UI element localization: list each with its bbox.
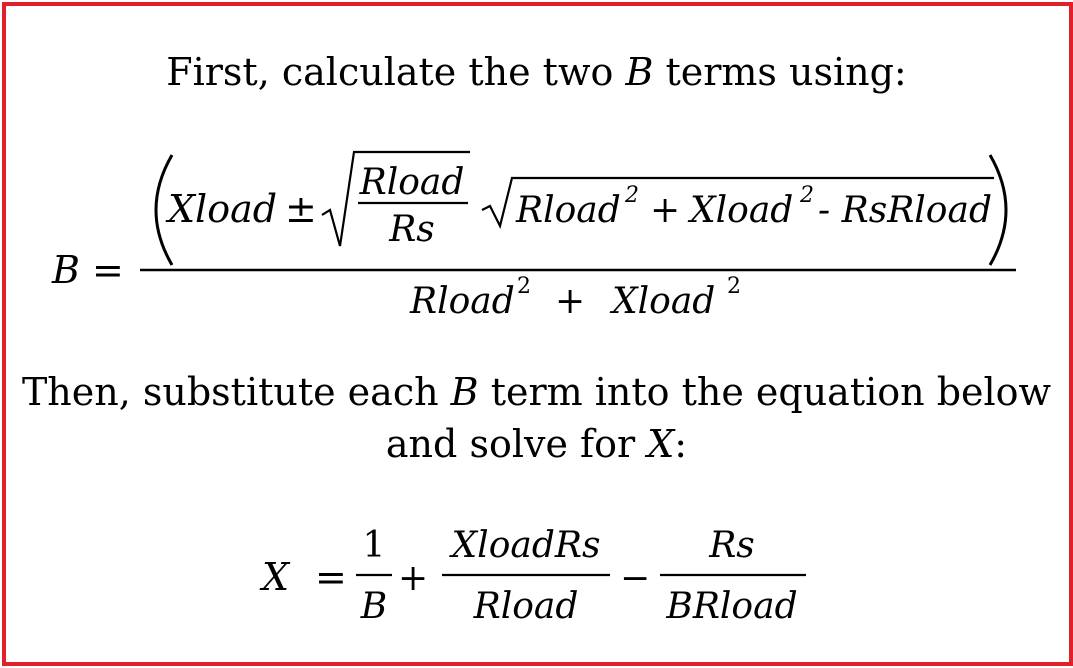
sq-sup1: 2 [625,183,639,208]
t3-den: BRload [666,586,798,627]
den-rload: Rload [410,281,515,322]
x-equals: = [315,555,347,599]
den-plus: + [555,281,586,322]
sq-sup2: 2 [800,183,814,208]
plus-minus: ± [285,187,317,231]
intro-pre: First, calculate the two [166,50,626,94]
t2-num: XloadRs [451,525,601,566]
den-sup2: 2 [727,274,741,299]
t1-den: B [360,586,388,627]
b-equals: = [92,248,124,292]
solve-pre: and solve for [385,422,648,466]
then-post: term into the equation below [478,370,1052,414]
den-sup1: 2 [517,274,531,299]
den-xload: Xload [612,281,716,322]
solve-var: X [647,422,675,466]
then-pre: Then, substitute each [21,370,451,414]
intro-var: B [625,50,654,94]
x-minus: − [620,558,651,599]
x-plus: + [398,558,429,599]
sq-xload: Xload [690,190,794,231]
sq-minus-rsrload: - RsRload [818,190,992,231]
b-lhs: B [52,248,80,292]
frac-rload: Rload [359,162,465,203]
t1-num: 1 [362,525,386,566]
t2-den: Rload [473,586,579,627]
t3-num: Rs [709,525,755,566]
intro-post: terms using: [653,50,907,94]
sq-rload: Rload [516,190,621,231]
sq-plus: + [650,190,681,231]
num-xload: Xload [168,187,278,231]
then-var: B [450,370,479,414]
frac-rs: Rs [389,209,435,250]
solve-post: : [674,422,688,466]
x-lhs: X [262,555,290,599]
